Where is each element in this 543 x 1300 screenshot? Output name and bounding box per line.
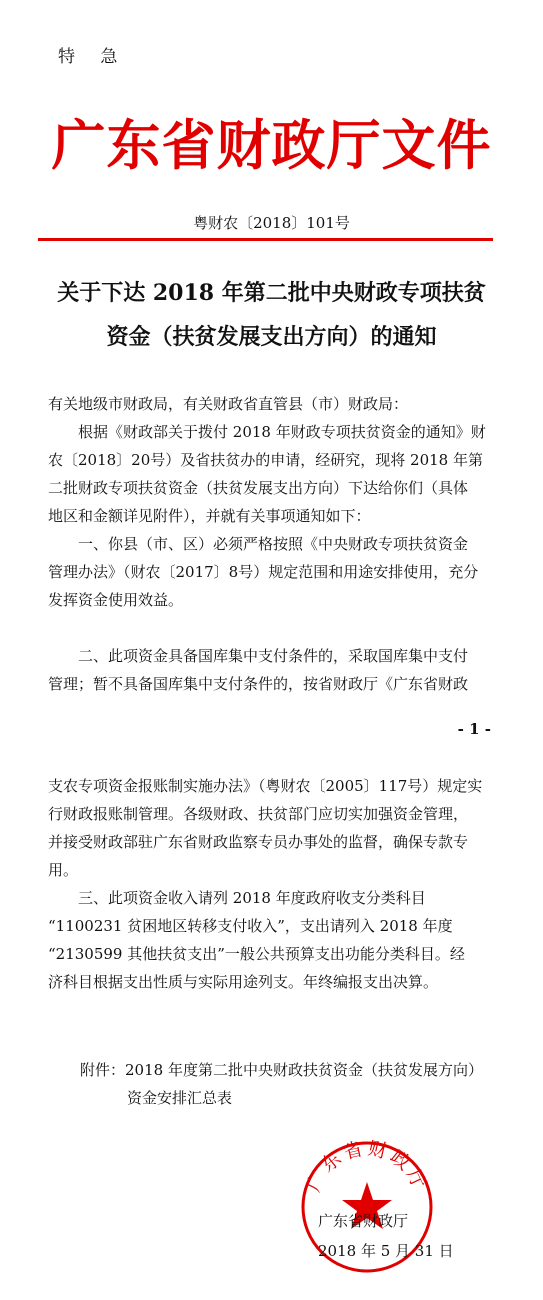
- paragraph-1: [48, 418, 496, 530]
- paragraph-line: 济科目根据支出性质与实际用途列支。年终编报支出决算。: [48, 973, 439, 991]
- red-divider: [38, 238, 493, 241]
- signing-date: 2018 年 5 月 31 日: [318, 1242, 454, 1260]
- paragraph-line: 二、此项资金具备国库集中支付条件的，采取国库集中支付: [78, 647, 469, 665]
- paragraph-line: 三、此项资金收入请列 2018 年度政府收支分类科目: [78, 889, 426, 907]
- paragraph-line: 二批财政专项扶贫资金（扶贫发展支出方向）下达给你们（具体: [48, 479, 469, 497]
- issuer-banner: 广东省财政厅文件: [51, 113, 492, 177]
- paragraph-line: 发挥资金使用效益。: [48, 591, 184, 609]
- paragraph-line: 并接受财政部驻广东省财政监察专员办事处的监督，确保专款专: [48, 833, 469, 851]
- paragraph-4: [48, 884, 496, 996]
- page-number: - 1 -: [457, 720, 491, 738]
- urgency-mark: 特 急: [58, 47, 128, 67]
- paragraph-line: 一、你县（市、区）必须严格按照《中央财政专项扶贫资金: [78, 535, 469, 553]
- paragraph-line: 支农专项资金报账制实施办法》（粤财农〔2005〕117号）规定实: [48, 777, 483, 795]
- paragraph-line: 地区和金额详见附件），并就有关事项通知如下：: [48, 507, 371, 525]
- attachment-line-2: 资金安排汇总表: [127, 1089, 233, 1107]
- paragraph-line: 管理；暂不具备国库集中支付条件的，按省财政厅《广东省财政: [48, 675, 469, 693]
- seal-text: 广东省财政厅: [302, 1138, 432, 1196]
- paragraph-3: [48, 642, 496, 698]
- paragraph-line: 管理办法》（财农〔2017〕8号）规定范围和用途安排使用，充分: [48, 563, 479, 581]
- attachment-line-1: 附件：2018 年度第二批中央财政扶贫资金（扶贫发展方向）: [80, 1061, 483, 1079]
- paragraph-line: 行财政报账制管理。各级财政、扶贫部门应切实加强资金管理，: [48, 805, 469, 823]
- salutation-text: 有关地级市财政局，有关财政省直管县（市）财政局：: [48, 395, 409, 413]
- paragraph-line: “1100231 贫困地区转移支付收入”，支出请列入 2018 年度: [48, 917, 453, 935]
- paragraph-3-continued: [48, 772, 496, 884]
- paragraph-2: [48, 530, 496, 614]
- paragraph-line: 根据《财政部关于拨付 2018 年财政专项扶贫资金的通知》财: [78, 423, 486, 441]
- document-number: 粤财农〔2018〕101号: [193, 214, 350, 232]
- paragraph-line: “2130599 其他扶贫支出”一般公共预算支出功能分类科目。经: [48, 945, 465, 963]
- signing-authority: 广东省财政厅: [318, 1212, 409, 1230]
- paragraph-line: 用。: [48, 861, 79, 879]
- paragraph-line: 农〔2018〕20号）及省扶贫办的申请，经研究，现将 2018 年第: [48, 451, 483, 469]
- document-title-line-1: 关于下达 2018 年第二批中央财政专项扶贫: [57, 280, 486, 306]
- document-title-line-2: 资金（扶贫发展支出方向）的通知: [106, 324, 437, 350]
- salutation: [48, 390, 496, 418]
